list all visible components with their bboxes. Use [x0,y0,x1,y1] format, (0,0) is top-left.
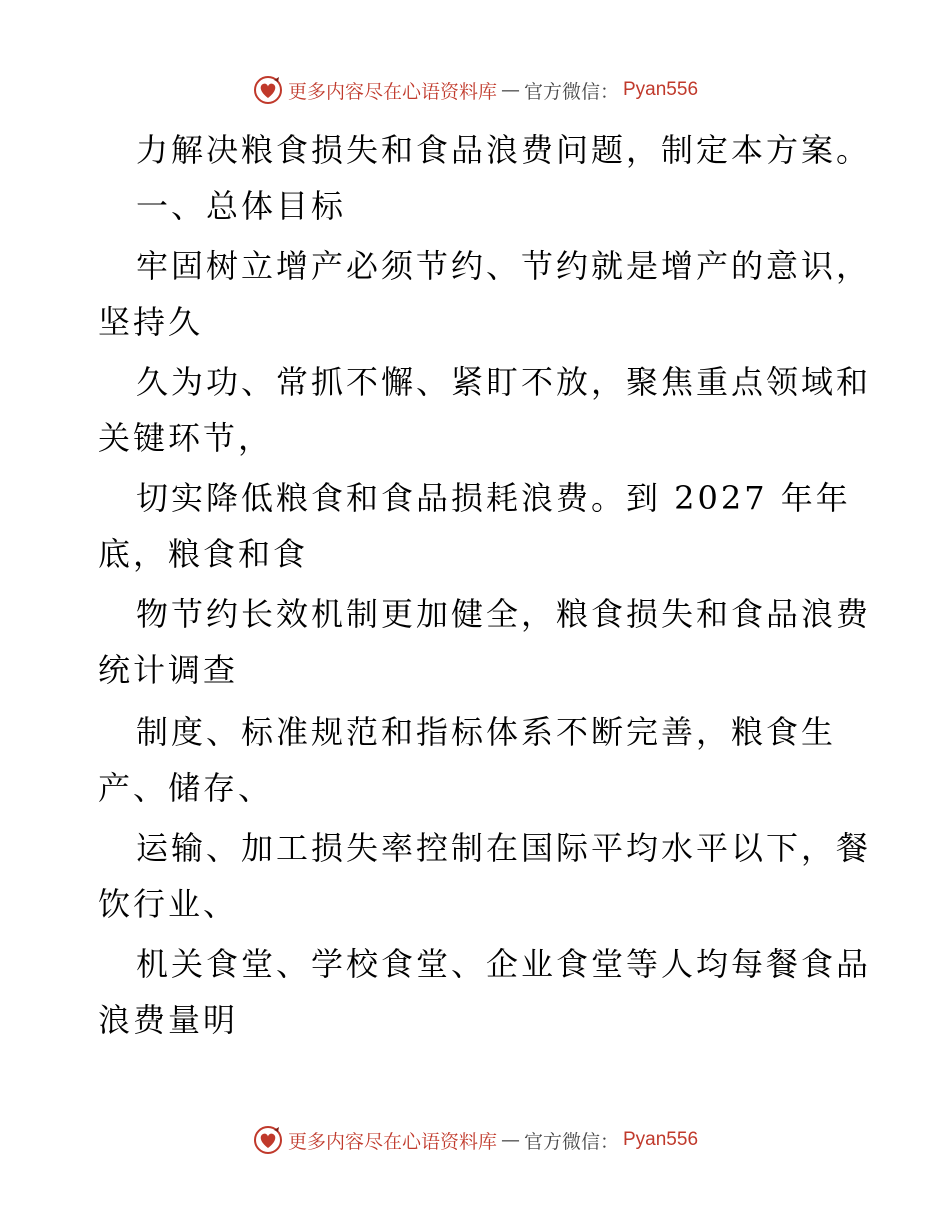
text-line: 统计调查 [98,651,239,689]
watermark-dash: — [500,1129,520,1151]
watermark-official-label: 官方微信： [523,1130,619,1153]
text-line: 久为功、常抓不懈、紧盯不放，聚焦重点领域和 [136,363,872,401]
watermark-site-text: 更多内容尽在心语资料库 [287,1130,497,1153]
text-line: 运输、加工损失率控制在国际平均水平以下，餐 [136,829,872,867]
heart-pen-logo-icon [252,74,284,106]
section-heading: 一、总体目标 [136,187,347,225]
text-line: 牢固树立增产必须节约、节约就是增产的意识， [136,247,872,285]
watermark-wechat-id: Pyan556 [623,1129,699,1150]
watermark-site-text: 更多内容尽在心语资料库 [287,80,497,103]
footer-watermark [0,1120,950,1160]
text-line: 浪费量明 [98,1001,239,1039]
heart-pen-logo-icon [252,1124,284,1156]
text-line: 坚持久 [98,303,204,341]
text-line: 底，粮食和食 [98,535,309,573]
text-line: 物节约长效机制更加健全，粮食损失和食品浪费 [136,595,872,633]
text-line: 机关食堂、学校食堂、企业食堂等人均每餐食品 [136,945,872,983]
text-line: 制度、标准规范和指标体系不断完善，粮食生 [136,713,837,751]
watermark-official-label: 官方微信： [523,80,619,103]
watermark-dash: — [500,79,520,101]
watermark-wechat-id: Pyan556 [623,79,699,100]
text-line: 切实降低粮食和食品损耗浪费。到 2027 年年 [136,479,851,517]
header-watermark [0,70,950,110]
text-line: 力解决粮食损失和食品浪费问题，制定本方案。 [136,131,872,169]
text-line: 关键环节， [98,419,274,457]
text-line: 饮行业、 [98,885,239,923]
text-line: 产、储存、 [98,769,274,807]
